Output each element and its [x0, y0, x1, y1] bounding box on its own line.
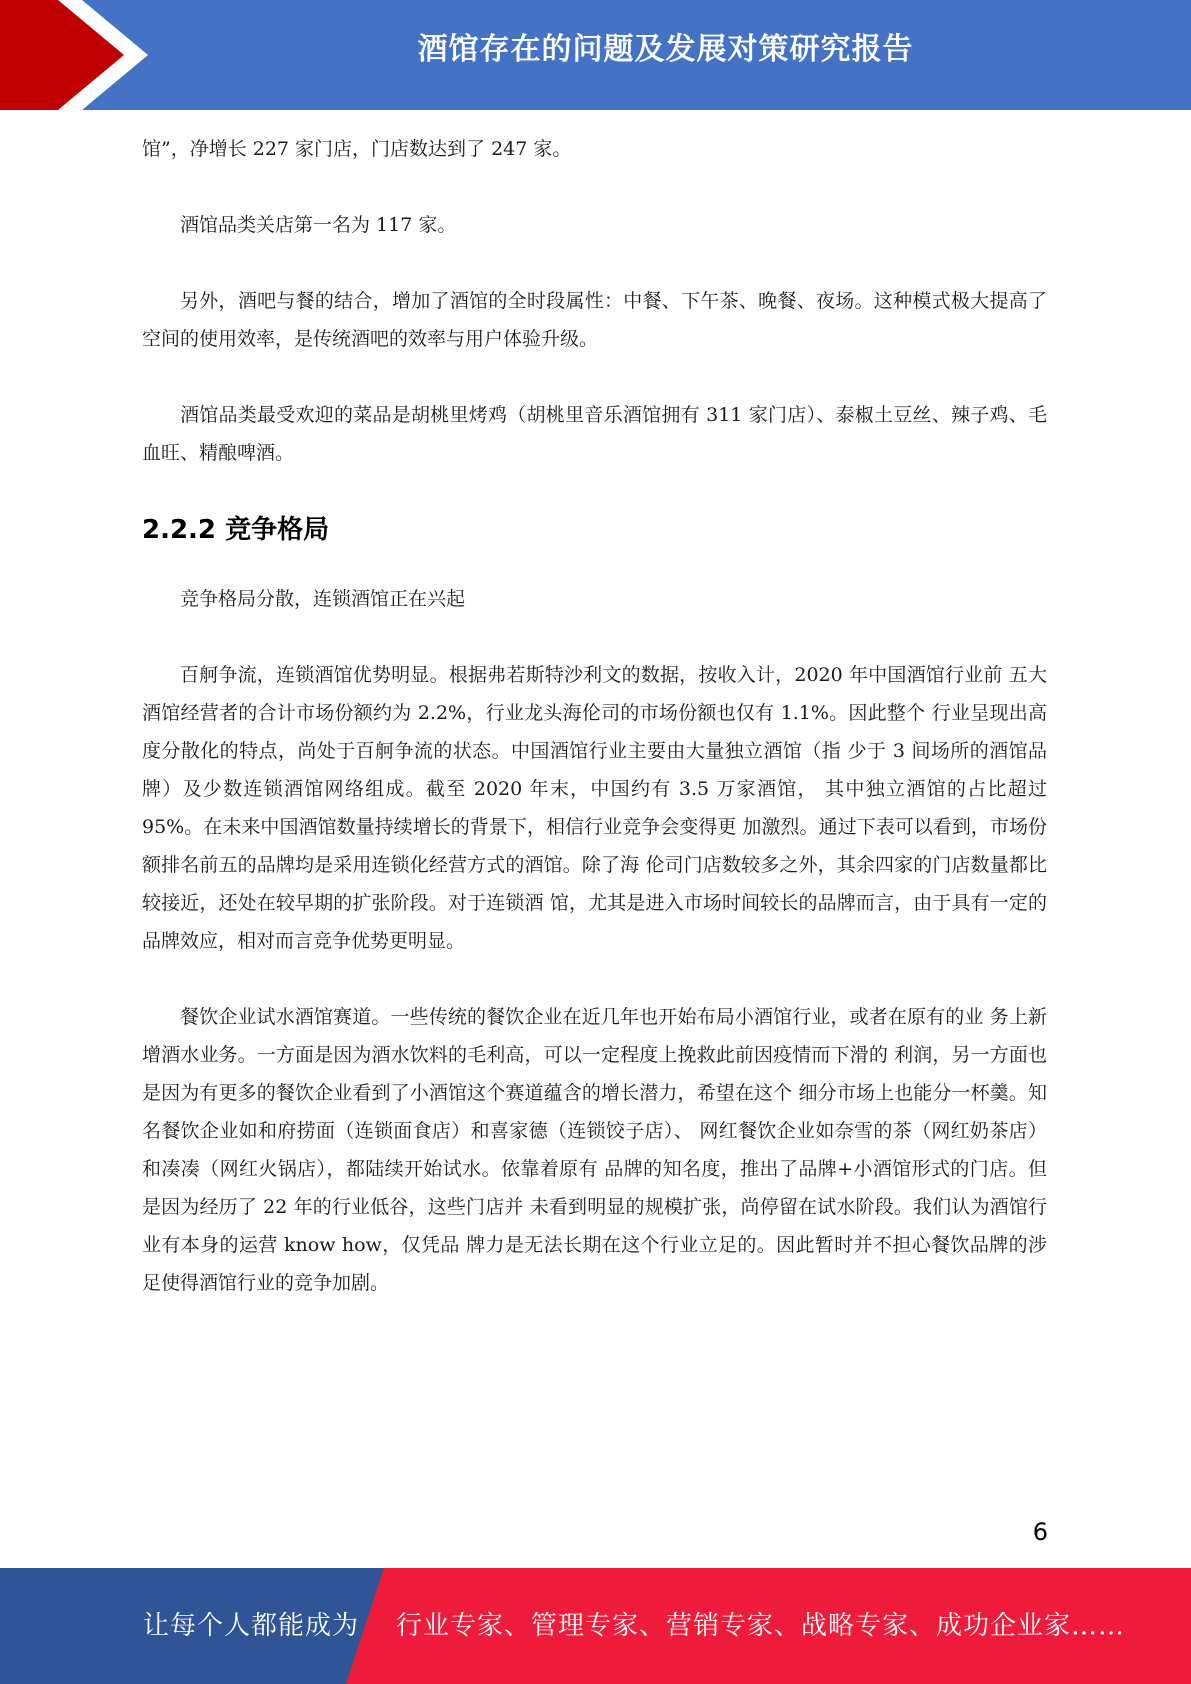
footer-slogan-left: 让每个人都能成为 — [143, 1611, 360, 1641]
document-body — [142, 130, 1047, 1340]
page-header — [0, 0, 1191, 110]
paragraph-popular-dishes: 酒馆品类最受欢迎的菜品是胡桃里烤鸡（胡桃里音乐酒馆拥有 311 家门店）、泰椒土豆丝、辣子鸡、毛血旺、精酿啤酒。 — [142, 404, 1047, 464]
paragraph-catering-entry: 餐饮企业试水酒馆赛道。一些传统的餐饮企业在近几年也开始布局小酒馆行业，或者在原有的业 务上新增酒水业务。一方面是因为酒水饮料的毛利高，可以一定程度上挽救此前因疫情而下滑的 利润，另一方面也是因为有更多的餐饮企业看到了小酒馆这个赛道蕴含的增长潜力，希望在这个 细分市场上也能分一杯羹。知名餐饮企业如和府捞面（连锁面食店）和喜家德（连锁饺子店）、 网红餐饮企业如奈雪的茶（网红奶茶店）和凑凑（网红火锅店），都陆续开始试水。依靠着原有 品牌的知名度，推出了品牌+小酒馆形式的门店。但是因为经历了 22 年的行业低谷，这些门店并 未看到明显的规模扩张，尚停留在试水阶段。我们认为酒馆行业有本身的运营 know how，仅凭品 牌力是无法长期在这个行业立足的。因此暂时并不担心餐饮品牌的涉足使得酒馆行业的竞争加剧。 — [142, 1006, 1047, 1294]
paragraph-chain-advantage: 百舸争流，连锁酒馆优势明显。根据弗若斯特沙利文的数据，按收入计，2020 年中国酒馆行业前 五大酒馆经营者的合计市场份额约为 2.2%，行业龙头海伦司的市场份额也仅有 1.1%。因此整个 行业呈现出高度分散化的特点，尚处于百舸争流的状态。中国酒馆行业主要由大量独立酒馆（指 少于 3 间场所的酒馆品牌）及少数连锁酒馆网络组成。截至 2020 年末，中国约有 3.5 万家酒馆， 其中独立酒馆的占比超过 95%。在未来中国酒馆数量持续增长的背景下，相信行业竞争会变得更 加激烈。通过下表可以看到，市场份额排名前五的品牌均是采用连锁化经营方式的酒馆。除了海 伦司门店数较多之外，其余四家的门店数量都比较接近，还处在较早期的扩张阶段。对于连锁酒 馆，尤其是进入市场时间较长的品牌而言，由于具有一定的品牌效应，相对而言竞争优势更明显。 — [142, 664, 1047, 952]
header-title: 酒馆存在的问题及发展对策研究报告 — [417, 32, 914, 67]
section-heading-competition: 2.2.2 竞争格局 — [142, 515, 330, 545]
header-chevron-decoration — [0, 0, 160, 110]
paragraph-bar-dining: 另外，酒吧与餐的结合，增加了酒馆的全时段属性：中餐、下午茶、晚餐、夜场。这种模式极大提高了空间的使用效率，是传统酒吧的效率与用户体验升级。 — [142, 290, 1047, 350]
page-footer — [0, 1568, 1191, 1684]
page-number: 6 — [1032, 1518, 1048, 1546]
paragraph-competition-summary: 竞争格局分散，连锁酒馆正在兴起 — [180, 588, 466, 610]
paragraph-store-growth: 馆”，净增长 227 家门店，门店数达到了 247 家。 — [142, 138, 572, 160]
paragraph-closures: 酒馆品类关店第一名为 117 家。 — [180, 214, 457, 236]
footer-slogan-right: 行业专家、管理专家、营销专家、战略专家、成功企业家…… — [396, 1611, 1126, 1641]
